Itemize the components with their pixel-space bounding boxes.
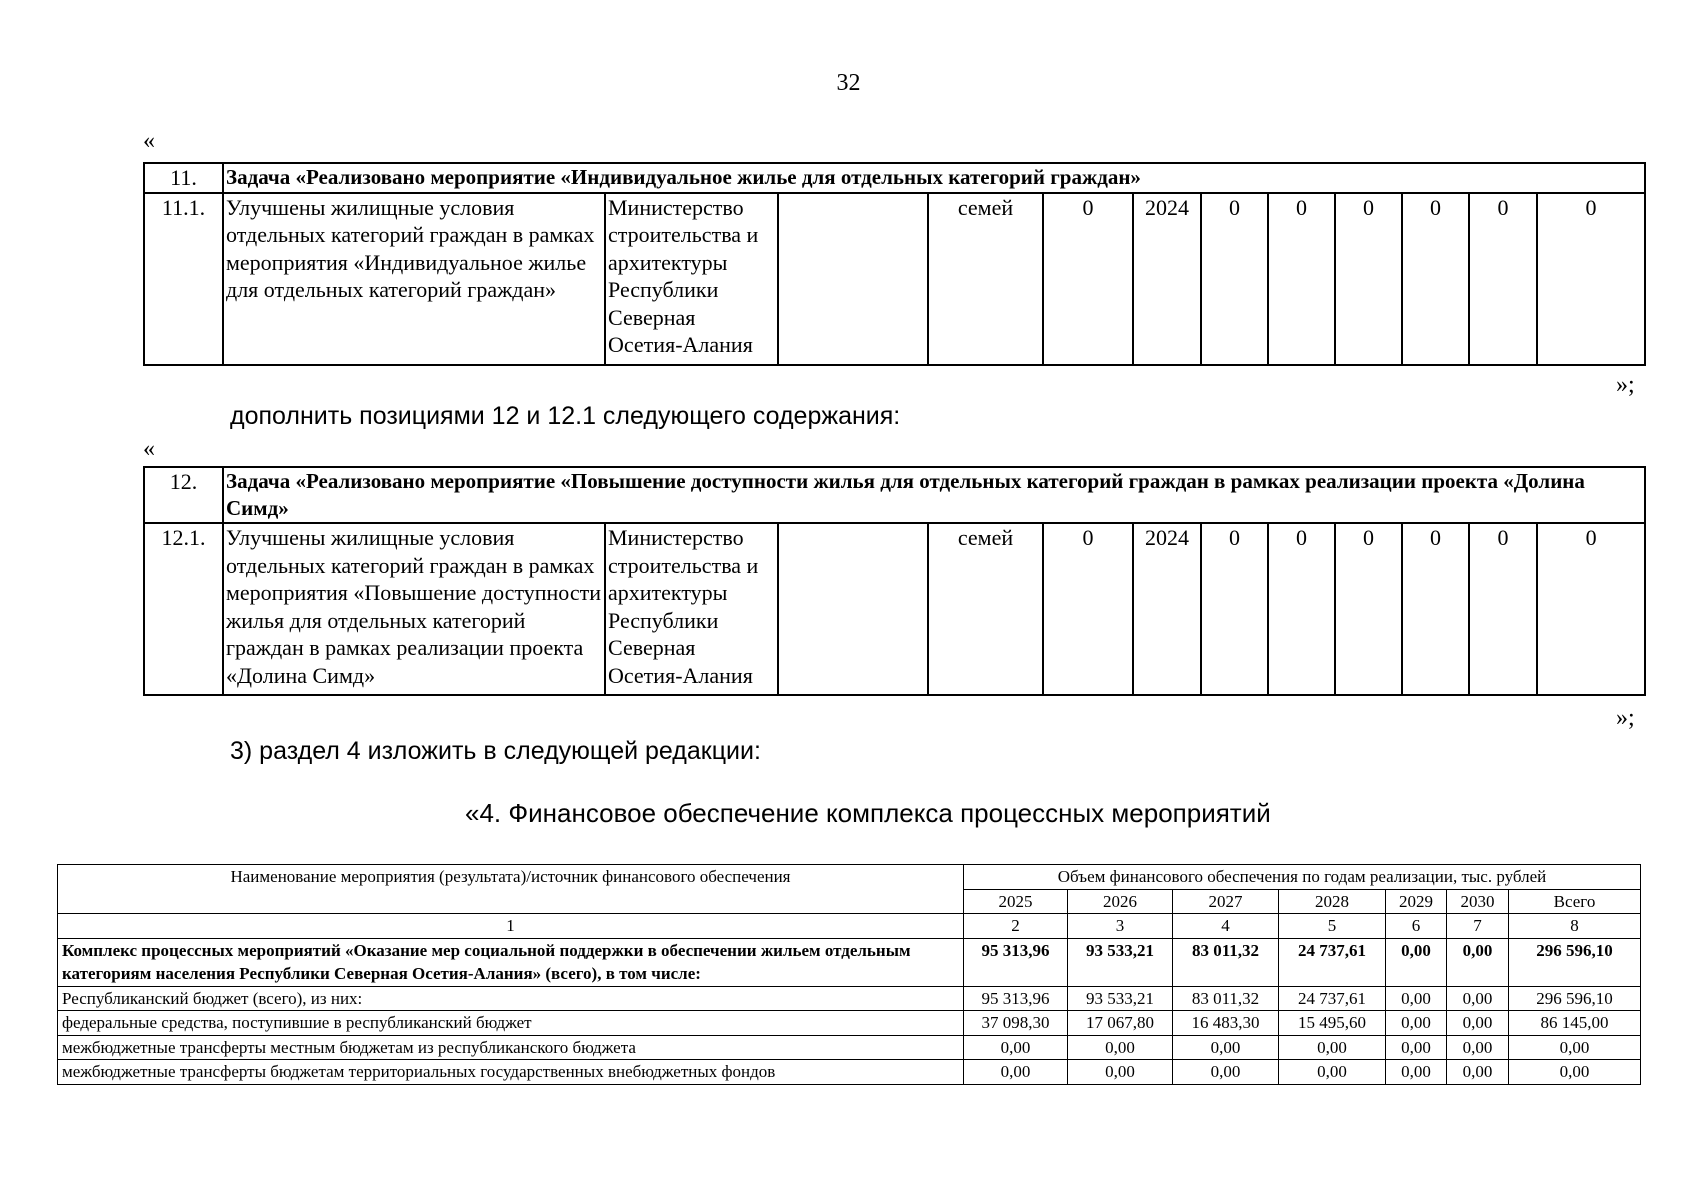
value-cell: 0 <box>1537 193 1645 365</box>
amount-cell: 0,00 <box>1386 1060 1447 1085</box>
amount-cell: 0,00 <box>964 1035 1068 1060</box>
row-name: федеральные средства, поступившие в республиканский бюджет <box>58 1011 964 1036</box>
indicator-table-11 <box>143 162 1646 366</box>
amount-cell: 0,00 <box>1279 1060 1386 1085</box>
task-number: 11. <box>144 163 223 193</box>
task-title: Задача «Реализовано мероприятие «Повышение доступности жилья для отдельных категорий граждан в рамках реализации проекта «Долина Симд» <box>223 467 1645 523</box>
year-header: 2028 <box>1279 889 1386 914</box>
section-title: «4. Финансовое обеспечение комплекса процессных мероприятий <box>465 798 1271 828</box>
amount-cell: 24 737,61 <box>1279 938 1386 986</box>
task-row <box>144 163 1645 193</box>
value-cell: 0 <box>1268 193 1335 365</box>
result-text: Улучшены жилищные условия отдельных категорий граждан в рамках мероприятия «Повышение доступности жилья для отдельных категорий граждан в рамках реализации проекта «Долина Симд» <box>223 523 605 695</box>
column-number: 2 <box>964 914 1068 939</box>
year-header: 2025 <box>964 889 1068 914</box>
indicator-table-12 <box>143 466 1646 696</box>
amount-cell: 0,00 <box>1386 986 1447 1011</box>
year-header: 2027 <box>1173 889 1279 914</box>
closing-quote-1: »; <box>1616 372 1635 398</box>
page-number: 32 <box>836 70 861 96</box>
value-cell: 0 <box>1402 193 1469 365</box>
column-number: 8 <box>1509 914 1641 939</box>
value-cell: 0 <box>1335 193 1402 365</box>
amount-cell: 0,00 <box>1447 986 1509 1011</box>
base-value: 0 <box>1043 523 1133 695</box>
column-number: 1 <box>58 914 964 939</box>
value-cell: 0 <box>1335 523 1402 695</box>
column-number: 5 <box>1279 914 1386 939</box>
amount-cell: 37 098,30 <box>964 1011 1068 1036</box>
amount-cell: 0,00 <box>1068 1035 1173 1060</box>
amount-cell: 0,00 <box>1068 1060 1173 1085</box>
amount-cell: 15 495,60 <box>1279 1011 1386 1036</box>
paragraph-section-4: 3) раздел 4 изложить в следующей редакции: <box>230 737 761 765</box>
amount-cell: 0,00 <box>1279 1035 1386 1060</box>
amount-cell: 0,00 <box>1447 1035 1509 1060</box>
row-name: Комплекс процессных мероприятий «Оказание мер социальной поддержки в обеспечении жильем отдельным категориям населения Республики Северная Осетия-Алания» (всего), в том числе: <box>58 938 964 986</box>
value-cell: 0 <box>1268 523 1335 695</box>
opening-quote-1: « <box>143 128 155 154</box>
base-year: 2024 <box>1133 193 1201 365</box>
paragraph-add-positions: дополнить позициями 12 и 12.1 следующего содержания: <box>230 402 901 430</box>
year-header: 2026 <box>1068 889 1173 914</box>
amount-cell: 0,00 <box>1447 938 1509 986</box>
table-row <box>58 1060 1641 1085</box>
value-cell: 0 <box>1201 193 1268 365</box>
column-number: 7 <box>1447 914 1509 939</box>
row-number: 12.1. <box>144 523 223 695</box>
table-row <box>58 938 1641 986</box>
responsible-org: Министерство строительства и архитектуры Республики Северная Осетия-Алания <box>605 523 778 695</box>
amount-cell: 0,00 <box>1386 938 1447 986</box>
amount-cell: 95 313,96 <box>964 938 1068 986</box>
table-row <box>58 1035 1641 1060</box>
column-numbers-row <box>58 914 1641 939</box>
base-year: 2024 <box>1133 523 1201 695</box>
amount-cell: 0,00 <box>1173 1060 1279 1085</box>
task-number: 12. <box>144 467 223 523</box>
amount-cell: 95 313,96 <box>964 986 1068 1011</box>
total-cell: 0,00 <box>1509 1035 1641 1060</box>
opening-quote-2: « <box>143 436 155 462</box>
year-header: 2029 <box>1386 889 1447 914</box>
financing-table <box>57 864 1641 1085</box>
total-cell: 296 596,10 <box>1509 986 1641 1011</box>
header-name: Наименование мероприятия (результата)/источник финансового обеспечения <box>58 865 964 914</box>
result-text: Улучшены жилищные условия отдельных категорий граждан в рамках мероприятия «Индивидуальное жилье для отдельных категорий граждан» <box>223 193 605 365</box>
amount-cell: 83 011,32 <box>1173 986 1279 1011</box>
amount-cell: 0,00 <box>1173 1035 1279 1060</box>
column-number: 4 <box>1173 914 1279 939</box>
amount-cell: 0,00 <box>1386 1035 1447 1060</box>
amount-cell: 17 067,80 <box>1068 1011 1173 1036</box>
amount-cell: 93 533,21 <box>1068 986 1173 1011</box>
task-row <box>144 467 1645 523</box>
amount-cell: 0,00 <box>964 1060 1068 1085</box>
task-title: Задача «Реализовано мероприятие «Индивидуальное жилье для отдельных категорий граждан» <box>223 163 1645 193</box>
amount-cell: 0,00 <box>1447 1060 1509 1085</box>
amount-cell: 93 533,21 <box>1068 938 1173 986</box>
value-cell: 0 <box>1469 523 1537 695</box>
value-cell: 0 <box>1402 523 1469 695</box>
amount-cell: 83 011,32 <box>1173 938 1279 986</box>
amount-cell: 16 483,30 <box>1173 1011 1279 1036</box>
amount-cell: 0,00 <box>1386 1011 1447 1036</box>
total-cell: 0,00 <box>1509 1060 1641 1085</box>
empty-cell <box>778 193 928 365</box>
closing-quote-2: »; <box>1616 705 1635 731</box>
unit: семей <box>928 193 1043 365</box>
row-name: межбюджетные трансферты местным бюджетам из республиканского бюджета <box>58 1035 964 1060</box>
value-cell: 0 <box>1201 523 1268 695</box>
column-number: 6 <box>1386 914 1447 939</box>
year-header: 2030 <box>1447 889 1509 914</box>
header-volume: Объем финансового обеспечения по годам реализации, тыс. рублей <box>964 865 1641 890</box>
row-name: межбюджетные трансферты бюджетам территориальных государственных внебюджетных фондов <box>58 1060 964 1085</box>
unit: семей <box>928 523 1043 695</box>
amount-cell: 24 737,61 <box>1279 986 1386 1011</box>
total-header: Всего <box>1509 889 1641 914</box>
value-cell: 0 <box>1537 523 1645 695</box>
indicator-row <box>144 193 1645 365</box>
indicator-row <box>144 523 1645 695</box>
amount-cell: 0,00 <box>1447 1011 1509 1036</box>
row-number: 11.1. <box>144 193 223 365</box>
base-value: 0 <box>1043 193 1133 365</box>
value-cell: 0 <box>1469 193 1537 365</box>
row-name: Республиканский бюджет (всего), из них: <box>58 986 964 1011</box>
header-row <box>58 865 1641 890</box>
table-row <box>58 1011 1641 1036</box>
column-number: 3 <box>1068 914 1173 939</box>
total-cell: 86 145,00 <box>1509 1011 1641 1036</box>
empty-cell <box>778 523 928 695</box>
total-cell: 296 596,10 <box>1509 938 1641 986</box>
table-row <box>58 986 1641 1011</box>
responsible-org: Министерство строительства и архитектуры Республики Северная Осетия-Алания <box>605 193 778 365</box>
